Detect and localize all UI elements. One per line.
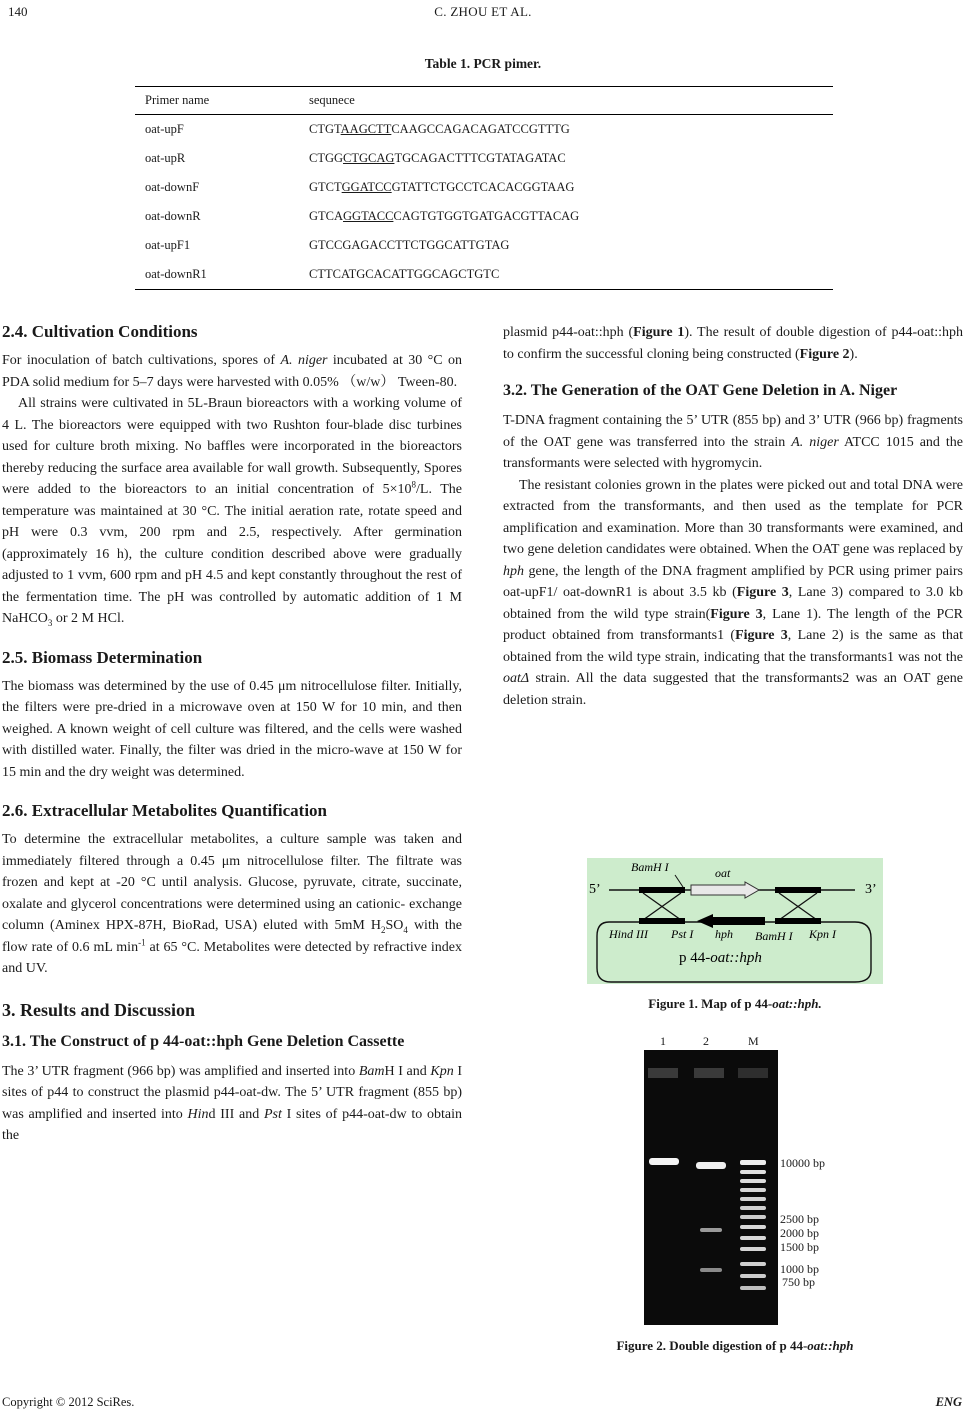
subscript: 3 — [47, 617, 53, 628]
text-run: T-DNA fragment containing the 5’ UTR (855 bp) and 3’ UTR (966 bp) fragments of the OAT gene was transferred into the strain — [503, 413, 963, 450]
seq-part: GTATTCTGCCTCACACGGTAAG — [391, 180, 575, 194]
primer-sequence: CTTCATGCACATTGGCAGCTGTC — [299, 260, 833, 290]
five-prime-label: 5’ — [589, 882, 601, 897]
figure-2-caption — [560, 1338, 910, 1354]
text-run: ). — [849, 346, 858, 362]
text-run: The resistant colonies grown in the plates were picked out and total DNA were extracted from the transformants, and then used as the template for PCR amplification and examination. More than 30 transformants were examined, and two gene deletion candidates were obtained. When the OAT gene was replaced by — [503, 477, 963, 557]
text-run: ). The result of double digestion of p44-oat::hph to confirm the successful cloning being constructed ( — [503, 325, 963, 362]
text-run: , Lane 2) is the same as that obtained from the wild type strain, indicating that the transformants1 was not the — [503, 628, 963, 665]
text-run: /L. The temperature was maintained at 30 °C. The initial aeration rate, rotate speed and pH were 0.3 vvm, 200 rpm and 2.5, respectively. After germination (approximately 16 h), the culture condition described above were gradually adjusted to 1 vvm, 600 rpm and pH 4.5 and kept constantly throughout the rest of the fermentation time. The pH was controlled by automatic addition of 1 M NaHCO — [2, 482, 462, 626]
italic-run: Pst — [263, 1106, 282, 1122]
figure-2-gel-image — [644, 1050, 778, 1325]
text-run: , Lane 1). The length of the PCR product obtained from transformants1 ( — [503, 606, 964, 643]
hph-label: hph — [715, 927, 733, 941]
text-run: The 3’ UTR fragment (966 bp) was amplified and inserted into — [2, 1063, 359, 1079]
marker-band — [740, 1286, 766, 1290]
marker-label: 1500 bp — [780, 1240, 819, 1254]
gel-background — [644, 1050, 778, 1325]
primer-sequence — [299, 173, 833, 202]
section-heading-3: 3. Results and Discussion — [2, 999, 196, 1020]
italic-run: Hin — [187, 1106, 209, 1122]
band-lane-1 — [649, 1158, 679, 1165]
table-row — [135, 144, 833, 173]
lane-label: 2 — [703, 1034, 709, 1048]
figure-3-link[interactable]: Figure 3 — [736, 585, 789, 600]
restriction-site: GGATCC — [341, 180, 392, 194]
italic-run: oatΔ — [503, 671, 530, 686]
section-heading-2-4: 2.4. Cultivation Conditions — [2, 322, 198, 341]
figure-3-link[interactable]: Figure 3 — [735, 628, 788, 643]
italic-run: Kpn — [430, 1063, 454, 1079]
marker-band — [740, 1247, 766, 1251]
bamh-bottom-label: BamH I — [755, 929, 793, 943]
marker-band — [740, 1160, 766, 1165]
text-run: , Lane 3) compared to 3.0 kb obtained from the wild type strain( — [503, 585, 963, 622]
paragraph — [2, 829, 462, 980]
restriction-site: CTGCAG — [343, 151, 395, 165]
marker-band — [740, 1225, 766, 1229]
page-number: 140 — [8, 4, 28, 19]
lane-label: 1 — [660, 1034, 666, 1048]
caption-text: Figure 1. Map of p 44- — [648, 996, 773, 1011]
utr-5-block — [639, 887, 685, 893]
oat-label: oat — [715, 866, 731, 880]
seq-part: CTGG — [309, 151, 344, 165]
figure-1-link[interactable]: Figure 1 — [633, 325, 685, 340]
paragraph — [503, 322, 963, 365]
left-column — [2, 320, 462, 1147]
marker-band — [740, 1197, 766, 1201]
figure-1-plasmid-map — [587, 858, 883, 984]
text-run: I sites of p44 to construct the plasmid p44-oat-dw. The 5’ UTR fragment (855 bp) was amplified and inserted into — [2, 1063, 462, 1122]
restriction-site: AAGCTT — [340, 122, 392, 136]
marker-band — [740, 1262, 766, 1266]
text-run: H I and — [384, 1063, 431, 1079]
species-name: A. niger — [280, 353, 328, 368]
utr-3-block — [775, 887, 821, 893]
seq-part: GTCA — [309, 209, 344, 223]
species-name: A. niger — [791, 434, 839, 450]
copyright: Copyright © 2012 SciRes. — [2, 1395, 135, 1409]
right-column — [503, 322, 963, 711]
marker-band — [740, 1206, 766, 1210]
gel-well — [648, 1068, 678, 1078]
caption-text: Figure 2. Double digestion of p 44- — [616, 1338, 808, 1353]
band-lane-2-small — [700, 1268, 722, 1272]
utr-3-block-plasmid — [775, 918, 821, 924]
table-row — [135, 173, 833, 202]
text-run: plasmid p44-oat::hph ( — [503, 325, 634, 340]
marker-band — [740, 1179, 766, 1183]
primer-sequence — [299, 202, 833, 231]
band-lane-2-mid — [700, 1228, 722, 1232]
journal-abbrev: ENG — [935, 1395, 962, 1409]
marker-band — [740, 1170, 766, 1174]
gel-well — [738, 1068, 768, 1078]
gel-lane-labels — [650, 1034, 790, 1050]
column-header: Primer name — [135, 87, 299, 115]
table-title: Table 1. PCR pimer. — [424, 56, 542, 71]
primer-name: oat-downR — [145, 209, 201, 223]
primer-name: oat-downF — [145, 180, 200, 194]
seq-part: CTGT — [309, 122, 341, 136]
paragraph — [2, 350, 462, 393]
italic-run: Bam — [358, 1063, 385, 1079]
marker-label: 2500 bp — [780, 1212, 819, 1226]
table-row — [135, 202, 833, 231]
marker-band — [740, 1236, 766, 1240]
text-run: To determine the extracellular metabolites, a culture sample was taken and immediately filtered through a 0.45 μm nitrocellulose filter. The filtrate was frozen and kept at -20 °C until analysis. Glucose, pyruvate, citrate, succinate, oxalate and glycerol concentrations were determined using an cationic- exchange column (Aminex HPX-87H, BioRad, USA) eluted with 5mM H — [2, 832, 462, 933]
pst-label: Pst I — [671, 927, 694, 941]
table-row — [135, 260, 833, 290]
kpn-label: Kpn I — [809, 927, 836, 941]
text-run: ATCC 1015 and the transformants were selected with hygromycin. — [503, 434, 963, 471]
seq-part: TGCAGACTTTCGTATAGATAC — [394, 151, 566, 165]
primer-table — [135, 86, 833, 290]
caption-italic: oat::hph. — [772, 996, 822, 1011]
table-row — [135, 115, 833, 145]
text-run: gene, the length of the DNA fragment amplified by PCR using primer pairs oat-upF1/ oat-downR1 is about 3.5 kb ( — [503, 563, 963, 600]
caption-italic: oat::hph — [807, 1338, 854, 1353]
marker-label: 1000 bp — [780, 1262, 819, 1276]
primer-sequence — [299, 115, 833, 145]
text-run: strain. All the data suggested that the transformants2 was an OAT gene deletion strain. — [503, 671, 963, 708]
paragraph — [2, 393, 462, 630]
marker-label: 10000 bp — [780, 1156, 825, 1170]
paragraph — [2, 1061, 462, 1147]
primer-name: oat-upF1 — [145, 238, 191, 252]
subscript: 2 — [380, 924, 386, 935]
paragraph — [503, 475, 963, 712]
text-run: d III and — [208, 1106, 264, 1122]
italic-run: hph — [503, 563, 524, 579]
subscript: 4 — [403, 924, 408, 935]
gel-well — [694, 1068, 724, 1078]
section-heading-3-2: 3.2. The Generation of the OAT Gene Deletion in A. Niger — [503, 382, 898, 399]
section-heading-3-1: 3.1. The Construct of p 44-oat::hph Gene Deletion Cassette — [2, 1032, 405, 1050]
table-row — [135, 231, 833, 260]
text-run: I sites of p44-oat-dw to obtain the — [2, 1106, 463, 1143]
hind-label: Hind III — [609, 927, 648, 941]
text-run: at 65 °C. Metabolites were detected by refractive index and UV. — [2, 939, 462, 976]
band-lane-2-large — [696, 1162, 726, 1169]
marker-label: 2000 bp — [780, 1226, 819, 1240]
superscript: -1 — [138, 936, 146, 947]
marker-band — [740, 1188, 766, 1192]
text-run: For inoculation of batch cultivations, spores of — [2, 353, 281, 368]
primer-sequence — [299, 144, 833, 173]
marker-band — [740, 1215, 766, 1219]
three-prime-label: 3’ — [865, 882, 877, 897]
primer-sequence: GTCCGAGACCTTCTGGCATTGTAG — [309, 238, 510, 252]
paragraph — [503, 410, 963, 475]
paragraph: The biomass was determined by the use of 0.45 μm nitrocellulose filter. Initially, the filters were pre-dried in a microwave oven at 150 W for 10 min, and then weighed. A known weight of cell culture was filtered, and the cells were washed with distilled water. Finally, the filter was dried in the micro-wave at 150 W for 15 min and the dry weight was determined. — [2, 678, 462, 780]
figure-2-link[interactable]: Figure 2 — [799, 346, 850, 362]
figure-1-caption — [560, 996, 910, 1012]
seq-part: CAAGCCAGACAGATCCGTTTG — [391, 122, 570, 136]
restriction-site: GGTACC — [343, 209, 394, 223]
text-run: or 2 M HCl. — [52, 611, 125, 626]
seq-part: GTCT — [309, 180, 342, 194]
text-run: incubated at 30 °C on PDA solid medium for 5–7 days were harvested with 0.05% （w/w） Tween-80. — [2, 353, 462, 390]
column-header: sequnece — [299, 87, 833, 115]
utr-5-block-plasmid — [639, 918, 685, 924]
section-heading-2-6: 2.6. Extracellular Metabolites Quantification — [2, 801, 328, 820]
table-header-row — [135, 87, 833, 115]
primer-name: oat-upF — [145, 122, 184, 136]
text-run: SO — [385, 918, 404, 933]
text-run: All strains were cultivated in 5L-Braun bioreactors with a working volume of 4 L. The bioreactors were equipped with two Rushton four-blade disc turbines used for culture broth mixing. No baffles were incorporated in the bioreactors thereby reducing the surface area available for wall growth. Subsequently, Spores were added to the bioreactors to an initial concentration of 5×10 — [2, 396, 462, 497]
lane-label: M — [748, 1034, 759, 1048]
plasmid-name-label: p 44-oat::hph — [679, 950, 762, 966]
text-run: with the flow rate of 0.6 mL min — [2, 918, 462, 955]
section-heading-2-5: 2.5. Biomass Determination — [2, 647, 203, 667]
primer-name: oat-upR — [145, 151, 186, 165]
marker-band — [740, 1274, 766, 1278]
running-head: C. ZHOU ET AL. — [434, 4, 532, 19]
bamh-top-label: BamH I — [631, 860, 669, 874]
superscript: 8 — [411, 479, 417, 490]
marker-label: 750 bp — [782, 1275, 815, 1289]
figure-3-link[interactable]: Figure 3 — [710, 606, 763, 622]
primer-name: oat-downR1 — [135, 260, 299, 290]
seq-part: CAGTGTGGTGATGACGTTACAG — [393, 209, 580, 223]
